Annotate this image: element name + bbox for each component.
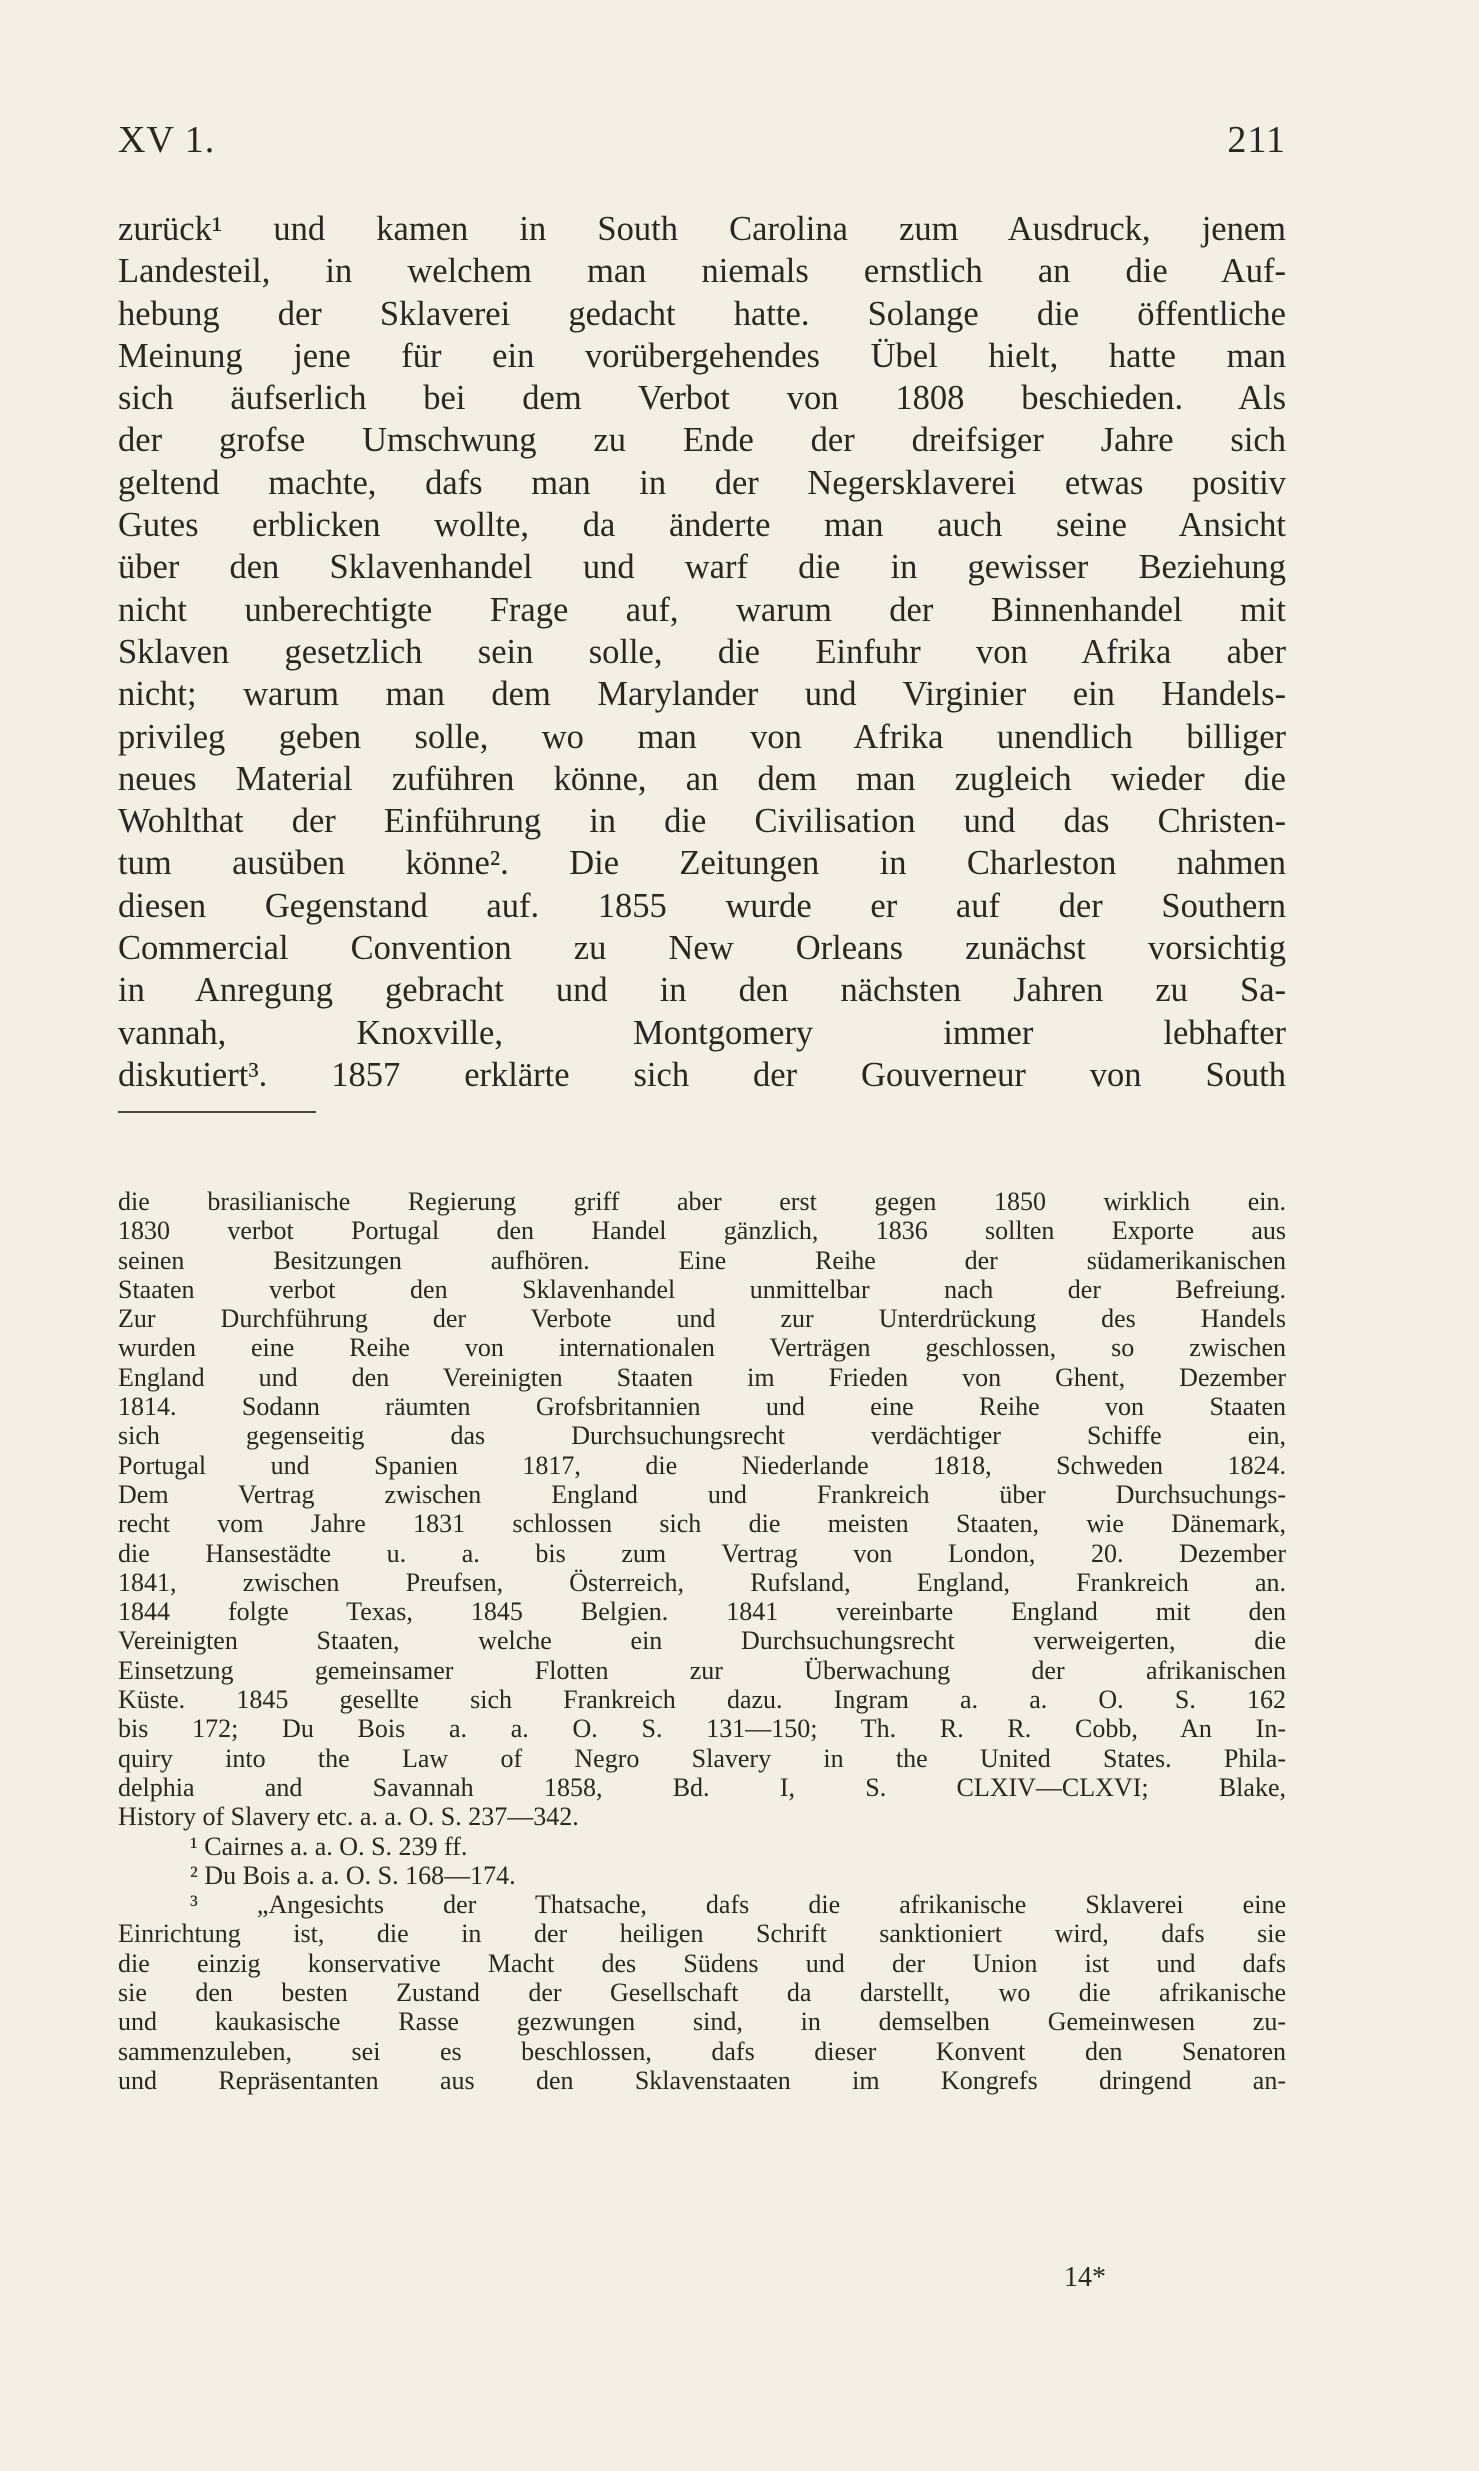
text-line: neues Material zuführen könne, an dem man zugleich wieder die [118,759,1286,798]
footnote-line: seinen Besitzungen aufhören. Eine Reihe der südamerikanischen [118,1245,1286,1275]
text-line: über den Sklavenhandel und warf die in gewisser Beziehung [118,548,1286,587]
text-line: Wohlthat der Einführung in die Civilisation und das Christen- [118,802,1286,841]
section-label: XV 1. [118,119,216,161]
footnote-line: delphia and Savannah 1858, Bd. I, S. CLXIV—CLXVI; Blake, [118,1772,1286,1802]
footnote-line: quiry into the Law of Negro Slavery in the United States. Phila- [118,1743,1286,1773]
text-line: Commercial Convention zu New Orleans zunächst vorsichtig [118,929,1286,968]
footnote-line: England und den Vereinigten Staaten im Frieden von Ghent, Dezember [118,1362,1286,1392]
text-line: nicht; warum man dem Marylander und Virginier ein Handels- [118,675,1286,714]
running-header [118,118,1286,168]
text-line: diskutiert³. 1857 erklärte sich der Gouverneur von South [118,1055,1286,1094]
text-line: vannah, Knoxville, Montgomery immer lebhafter [118,1013,1286,1052]
footnote-3-line: ³ „Angesichts der Thatsache, dafs die afrikanische Sklaverei eine [190,1890,1286,1920]
footnote-line: sich gegenseitig das Durchsuchungsrecht verdächtiger Schiffe ein, [118,1421,1286,1451]
text-line: der grofse Umschwung zu Ende der dreifsiger Jahre sich [118,421,1286,460]
footnote-separator [118,1111,316,1113]
footnote-line: die brasilianische Regierung griff aber erst gegen 1850 wirklich ein. [118,1187,1286,1216]
footnote-line: die Hansestädte u. a. bis zum Vertrag von London, 20. Dezember [118,1538,1286,1568]
text-line: geltend machte, dafs man in der Negersklaverei etwas positiv [118,463,1286,502]
text-line: Gutes erblicken wollte, da änderte man auch seine Ansicht [118,506,1286,545]
footnote-line: recht vom Jahre 1831 schlossen sich die meisten Staaten, wie Dänemark, [118,1509,1286,1539]
footnote-line: Dem Vertrag zwischen England und Frankreich über Durchsuchungs- [118,1479,1286,1509]
text-line: hebung der Sklaverei gedacht hatte. Solange die öffentliche [118,294,1286,333]
text-line: privileg geben solle, wo man von Afrika unendlich billiger [118,717,1286,756]
footnote-line: 1814. Sodann räumten Grofsbritannien und eine Reihe von Staaten [118,1392,1286,1422]
footnote-line: 1844 folgte Texas, 1845 Belgien. 1841 vereinbarte England mit den [118,1597,1286,1627]
footnote-line: wurden eine Reihe von internationalen Verträgen geschlossen, so zwischen [118,1333,1286,1363]
footnote-3-line: Einrichtung ist, die in der heiligen Schrift sanktioniert wird, dafs sie [118,1919,1286,1949]
footnote-3-line: und kaukasische Rasse gezwungen sind, in demselben Gemeinwesen zu- [118,2007,1286,2037]
footnote-3-line: sammenzuleben, sei es beschlossen, dafs dieser Konvent den Senatoren [118,2036,1286,2066]
footnote-3-line: die einzig konservative Macht des Südens und der Union ist und dafs [118,1948,1286,1978]
footnote-line: bis 172; Du Bois a. a. O. S. 131—150; Th. R. R. Cobb, An In- [118,1714,1286,1744]
text-line: diesen Gegenstand auf. 1855 wurde er auf der Southern [118,886,1286,925]
footnote-line: 1841, zwischen Preufsen, Österreich, Rufsland, England, Frankreich an. [118,1567,1286,1597]
main-text [118,208,1286,1096]
text-line: Meinung jene für ein vorübergehendes Übel hielt, hatte man [118,336,1286,375]
footnote-2: ² Du Bois a. a. O. S. 168—174. [190,1860,516,1890]
footnote-line: 1830 verbot Portugal den Handel gänzlich, 1836 sollten Exporte aus [118,1216,1286,1246]
footnote-line: Vereinigten Staaten, welche ein Durchsuchungsrecht verweigerten, die [118,1626,1286,1656]
footnote-line: Einsetzung gemeinsamer Flotten zur Überwachung der afrikanischen [118,1655,1286,1685]
footnote-line: Staaten verbot den Sklavenhandel unmittelbar nach der Befreiung. [118,1274,1286,1304]
text-line: sich äufserlich bei dem Verbot von 1808 beschieden. Als [118,379,1286,418]
signature-mark: 14* [1064,2262,1106,2293]
footnote-line: History of Slavery etc. a. a. O. S. 237—342. [118,1802,579,1832]
text-line: tum ausüben könne². Die Zeitungen in Charleston nahmen [118,844,1286,883]
text-line: Landesteil, in welchem man niemals ernstlich an die Auf- [118,252,1286,291]
text-line: zurück¹ und kamen in South Carolina zum Ausdruck, jenem [118,210,1286,248]
footnote-3-line: und Repräsentanten aus den Sklavenstaaten im Kongrefs dringend an- [118,2065,1286,2095]
footnote-line: Portugal und Spanien 1817, die Niederlande 1818, Schweden 1824. [118,1450,1286,1480]
text-line: Sklaven gesetzlich sein solle, die Einfuhr von Afrika aber [118,632,1286,671]
text-line: in Anregung gebracht und in den nächsten Jahren zu Sa- [118,971,1286,1010]
footnote-line: Zur Durchführung der Verbote und zur Unterdrückung des Handels [118,1304,1286,1334]
footnote-line: Küste. 1845 gesellte sich Frankreich dazu. Ingram a. a. O. S. 162 [118,1685,1286,1715]
footnote-3-line: sie den besten Zustand der Gesellschaft da darstellt, wo die afrikanische [118,1978,1286,2008]
text-line: nicht unberechtigte Frage auf, warum der Binnenhandel mit [118,590,1286,629]
footnote-1: ¹ Cairnes a. a. O. S. 239 ff. [190,1831,468,1861]
page-number: 211 [1227,119,1286,161]
footnotes [118,1187,1286,2095]
